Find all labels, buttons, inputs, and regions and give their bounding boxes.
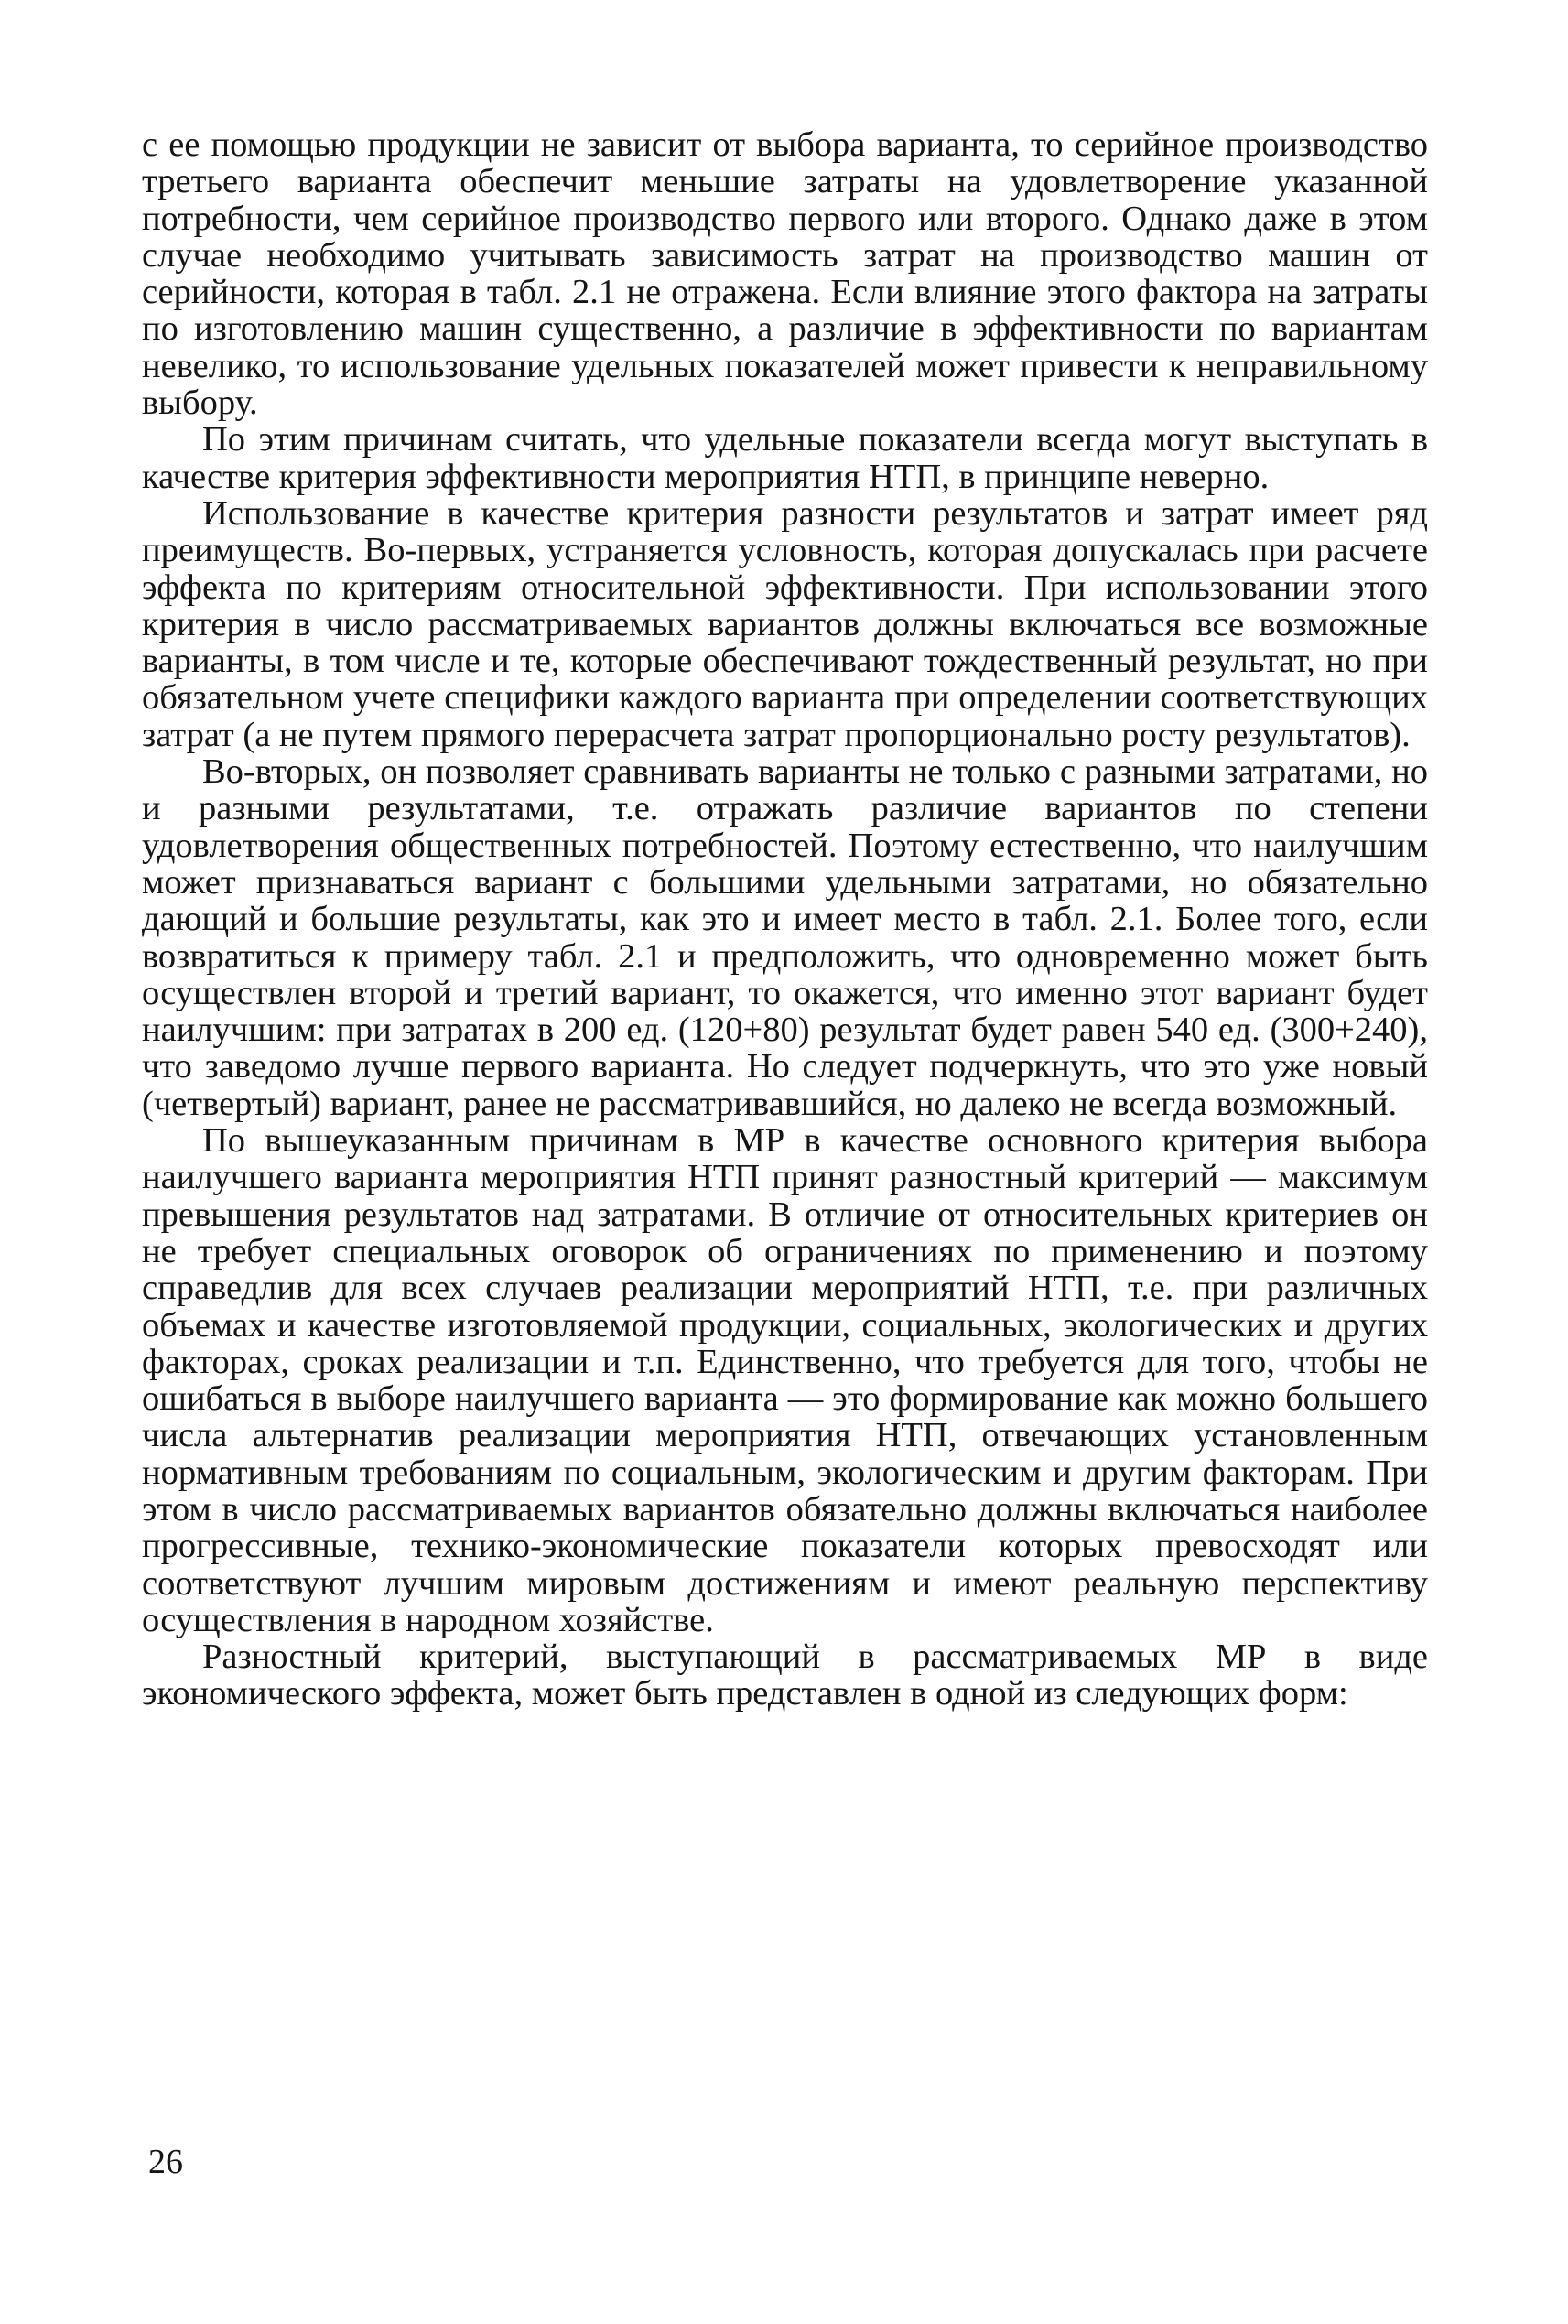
page-number: 26 bbox=[148, 2143, 183, 2181]
paragraph-main-criterion: По вышеуказанным причинам в МР в качестве основного критерия выбора наилучшего варианта мероприятия НТП принят разностный критерий — максимум превышения результатов над затратами. В отличие от относительных критериев он не требует специальных оговорок об ограничениях по применению и поэтому справедлив для всех случаев реализации мероприятий НТП, т.е. при различных объемах и качестве изготовляемой продукции, социальных, экологических и других факторах, сроках реализации и т.п. Единственно, что требуется для того, чтобы не ошибаться в выборе наилучшего варианта — это формирование как можно большего числа альтернатив реализации мероприятия НТП, отвечающих установленным нормативным требованиям по социальным, экологическим и другим факторам. При этом в число рассматриваемых вариантов обязательно должны включаться наиболее прогрессивные, технико-экономические показатели которых превосходят или соответствуют лучшим мировым достижениям и имеют реальную перспективу осуществления в народном хозяйстве. bbox=[142, 1121, 1428, 1639]
page-body bbox=[142, 126, 1428, 1713]
paragraph-specific-indicators: По этим причинам считать, что удельные показатели всегда могут выступать в качестве критерия эффективности мероприятия НТП, в принципе неверно. bbox=[142, 420, 1428, 496]
paragraph-continuation: с ее помощью продукции не зависит от выбора варианта, то серийное производство третьего варианта обеспечит меньшие затраты на удовлетворение указанной потребности, чем серийное производство первого или второго. Однако даже в этом случае необходимо учитывать зависимость затрат на производство машин от серийности, которая в табл. 2.1 не отражена. Если влияние этого фактора на затраты по изготовлению машин существенно, а различие в эффективности по вариантам невелико, то использование удельных показателей может привести к неправильному выбору. bbox=[142, 125, 1428, 423]
paragraph-effect-forms: Разностный критерий, выступающий в рассматриваемых МР в виде экономического эффекта, может быть представлен в одной из следующих форм: bbox=[142, 1638, 1428, 1713]
paragraph-second-advantage: Во-вторых, он позволяет сравнивать варианты не только с разными затратами, но и разными результатами, т.е. отражать различие вариантов по степени удовлетворения общественных потребностей. Поэтому естественно, что наилучшим может признаваться вариант с большими удельными затратами, но обязательно дающий и большие результаты, как это и имеет место в табл. 2.1. Более того, если возвратиться к примеру табл. 2.1 и предположить, что одновременно может быть осуществлен второй и третий вариант, то окажется, что именно этот вариант будет наилучшим: при затратах в 200 ед. (120+80) результат будет равен 540 ед. (300+240), что заведомо лучше первого варианта. Но следует подчеркнуть, что это уже новый (четвертый) вариант, ранее не рассматривавшийся, но далеко не всегда возможный. bbox=[142, 752, 1428, 1123]
paragraph-difference-criterion: Использование в качестве критерия разности результатов и затрат имеет ряд преимуществ. Во-первых, устраняется условность, которая допускалась при расчете эффекта по критериям относительной эффективности. При использовании этого критерия в число рассматриваемых вариантов должны включаться все возможные варианты, в том числе и те, которые обеспечивают тождественный результат, но при обязательном учете специфики каждого варианта при определении соответствующих затрат (а не путем прямого перерасчета затрат пропорционально росту результатов). bbox=[142, 493, 1428, 754]
